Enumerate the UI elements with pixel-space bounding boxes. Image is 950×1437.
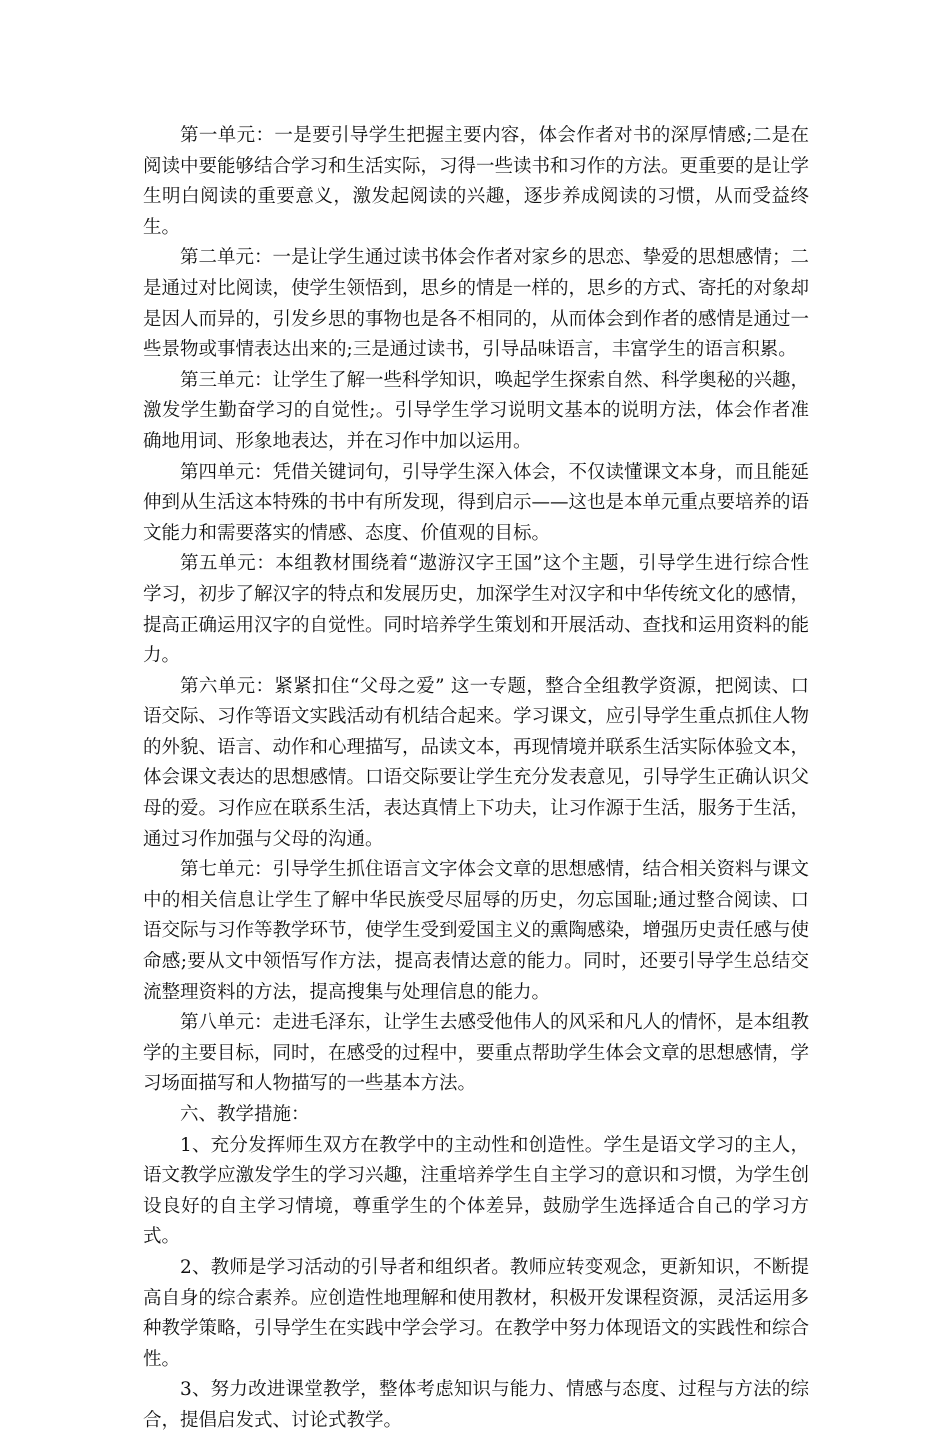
- measure-item-3: 3、努力改进课堂教学，整体考虑知识与能力、情感与态度、过程与方法的综合，提倡启发式、讨论式教学。: [143, 1379, 809, 1431]
- paragraph-unit-4: 第四单元：凭借关键词句，引导学生深入体会，不仅读懂课文本身，而且能延伸到从生活这本特殊的书中有所发现，得到启示——这也是本单元重点要培养的语文能力和需要落实的情感、态度、价值观的目标。: [143, 461, 810, 544]
- paragraph-unit-7: 第七单元：引导学生抓住语言文字体会文章的思想感情，结合相关资料与课文中的相关信息让学生了解中华民族受尽屈辱的历史，勿忘国耻;通过整合阅读、口语交际与习作等教学环节，使学生受到爱国主义的熏陶感染，增强历史责任感与使命感;要从文中领悟写作方法，提高表情达意的能力。同时，还要引导学生总结交流整理资料的方法，提高搜集与处理信息的能力。: [143, 859, 810, 1003]
- measure-item-1: 1、充分发挥师生双方在教学中的主动性和创造性。学生是语文学习的主人，语文教学应激发学生的学习兴趣，注重培养学生自主学习的意识和习惯，为学生创设良好的自主学习情境，尊重学生的个体差异，鼓励学生选择适合自己的学习方式。: [143, 1134, 810, 1248]
- paragraph-unit-5: 第五单元：本组教材围绕着“遨游汉字王国”这个主题，引导学生进行综合性学习，初步了解汉字的特点和发展历史，加深学生对汉字和中华传统文化的感情，提高正确运用汉字的自觉性。同时培养学生策划和开展活动、查找和运用资料的能力。: [143, 553, 810, 667]
- paragraph-unit-3: 第三单元：让学生了解一些科学知识，唤起学生探索自然、科学奥秘的兴趣，激发学生勤奋学习的自觉性;。引导学生学习说明文基本的说明方法，体会作者准确地用词、形象地表达，并在习作中加以运用。: [143, 369, 810, 452]
- paragraph-unit-1: 第一单元：一是要引导学生把握主要内容，体会作者对书的深厚情感;二是在阅读中要能够结合学习和生活实际，习得一些读书和习作的方法。更重要的是让学生明白阅读的重要意义，激发起阅读的兴趣，逐步养成阅读的习惯，从而受益终生。: [143, 125, 810, 238]
- section-heading-teaching-measures: 六、教学措施：: [180, 1104, 310, 1125]
- document-body: [143, 121, 809, 1437]
- measure-item-2: 2、教师是学习活动的引导者和组织者。教师应转变观念，更新知识，不断提高自身的综合素养。应创造性地理解和使用教材，积极开发课程资源，灵活运用多种教学策略，引导学生在实践中学会学习。在教学中努力体现语文的实践性和综合性。: [143, 1256, 810, 1370]
- paragraph-unit-8: 第八单元：走进毛泽东，让学生去感受他伟人的风采和凡人的情怀，是本组教学的主要目标，同时，在感受的过程中，要重点帮助学生体会文章的思想感情，学习场面描写和人物描写的一些基本方法。: [143, 1012, 810, 1095]
- paragraph-unit-2: 第二单元：一是让学生通过读书体会作者对家乡的思恋、挚爱的思想感情；二是通过对比阅读，使学生领悟到，思乡的情是一样的，思乡的方式、寄托的对象却是因人而异的，引发乡思的事物也是各不相同的，从而体会到作者的感情是通过一些景物或事情表达出来的;三是通过读书，引导品味语言，丰富学生的语言积累。: [143, 247, 810, 361]
- paragraph-unit-6: 第六单元：紧紧扣住“父母之爱” 这一专题，整合全组教学资源，把阅读、口语交际、习作等语文实践活动有机结合起来。学习课文，应引导学生重点抓住人物的外貌、语言、动作和心理描写，品读文本，再现情境并联系生活实际体验文本，体会课文表达的思想感情。口语交际要让学生充分发表意见，引导学生正确认识父母的爱。习作应在联系生活，表达真情上下功夫，让习作源于生活，服务于生活，通过习作加强与父母的沟通。: [143, 675, 810, 850]
